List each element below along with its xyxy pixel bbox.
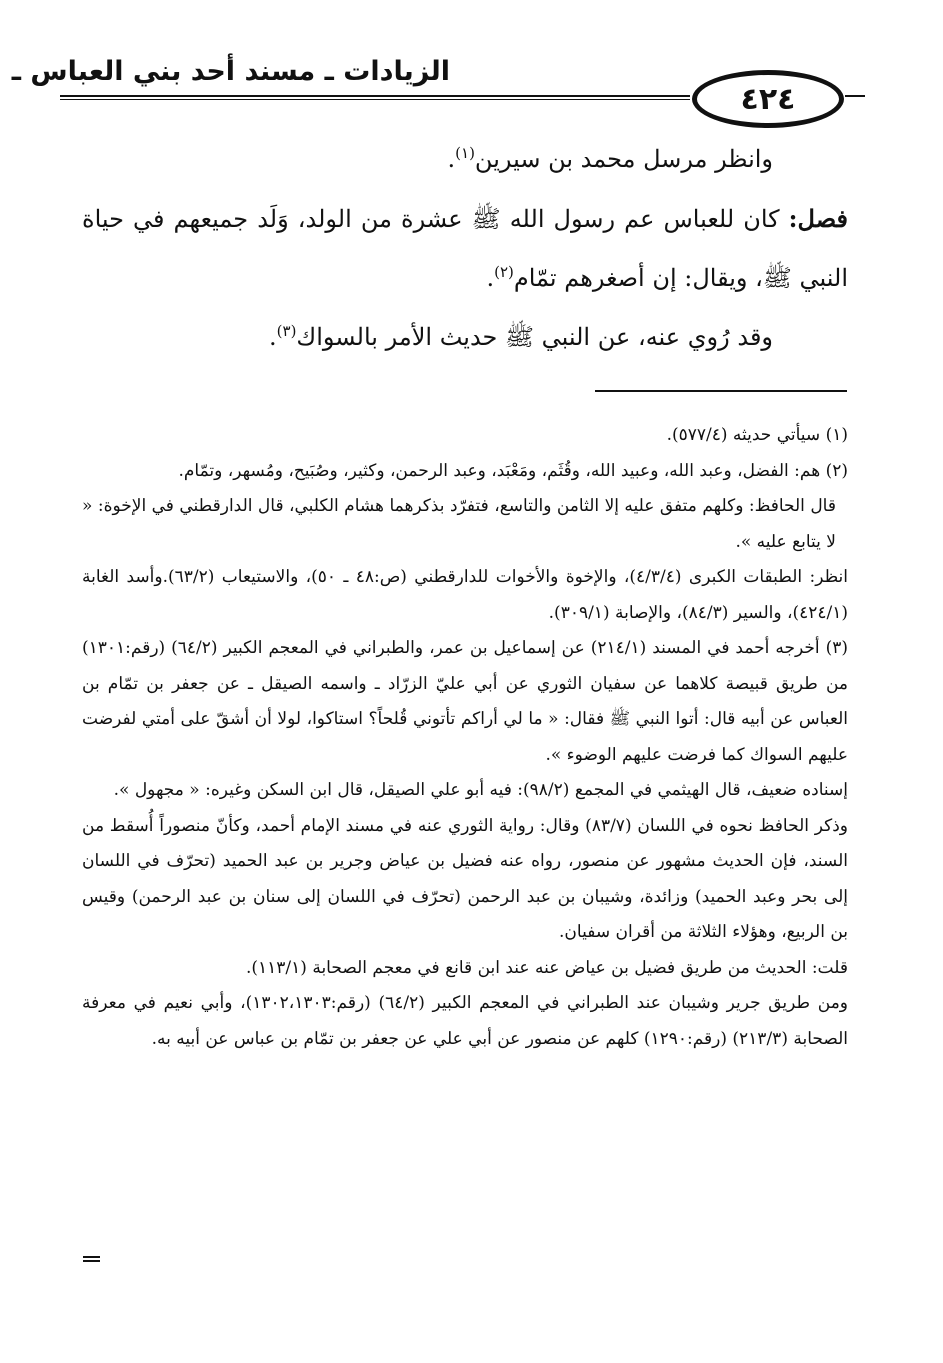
footnotes [82, 418, 848, 1057]
footnote-divider [595, 390, 847, 392]
paragraph-2 [82, 189, 848, 308]
footnote-ref-3[interactable]: (٣) [276, 322, 297, 340]
paragraph-3-end: . [269, 323, 277, 351]
footnote-1: (١) سيأتي حديثه (٥٧٧/٤). [666, 425, 848, 445]
paragraph-1-text: وانظر مرسل محمد بن سيرين [474, 145, 773, 173]
paragraph-2-end: . [486, 264, 495, 292]
footnote-ref-2[interactable]: (٢) [494, 263, 514, 281]
footnote-3-routes: ومن طريق جرير وشيبان عند الطبراني في المعجم الكبير (٦٤/٢) (رقم:١٣٠٢،١٣٠٣)، وأبي نعيم في معرفة الصحابة (٢١٣/٣) (رقم:١٢٩٠) كلهم عن منصور عن أبي علي عن جعفر بن تمّام بن عباس عن أبيه به. [82, 993, 849, 1049]
main-text [82, 130, 848, 367]
page-number-badge [692, 70, 844, 128]
paragraph-1 [82, 130, 848, 189]
footnote-3-grading: إسناده ضعيف، قال الهيثمي في المجمع (٩٨/٢): فيه أبو علي الصيقل، قال ابن السكن وغيره: « مجهول ». [113, 780, 848, 800]
paragraph-3-text: وقد رُوي عنه، عن النبي ﷺ حديث الأمر بالسواك [296, 323, 773, 351]
footnote-2: (٢) هم: الفضل، وعبد الله، وعبيد الله، وقُثَم، ومَعْبَد، وعبد الرحمن، وكثير، وصُبَيح، ومُسهر، وتمّام. [178, 460, 848, 481]
footnote-2-sources: انظر: الطبقات الكبرى (٤/٣/٤)، والإخوة والأخوات للدارقطني (ص:٤٨ ـ ٥٠)، والاستيعاب (٦٣/٢).وأسد الغابة (٤٢٤/١)، والسير (٨٤/٣)، والإصابة (٣٠٩/١). [82, 567, 849, 623]
header-rule [60, 95, 690, 100]
footnote-ref-1[interactable]: (١) [455, 144, 475, 162]
footnote-3-comment: قلت: الحديث من طريق فضيل بن عياض عنه عند ابن قانع في معجم الصحابة (١١٣/١). [245, 957, 848, 978]
paragraph-1-end: . [447, 145, 456, 173]
footnote-2-note: قال الحافظ: وكلهم متفق عليه إلا الثامن والتاسع، فتفرّد بذكرهما هشام الكلبي، قال الدارقطني في الإخوة: « لا يتابع عليه ». [82, 496, 836, 552]
running-title: الزيادات ـ مسند أحد بني العباس ـ [11, 56, 450, 87]
paragraph-3 [82, 308, 848, 367]
footnote-3-lisan: وذكر الحافظ نحوه في اللسان (٨٣/٧) وقال: رواية الثوري عنه في مسند الإمام أحمد، وكأنّ منصوراً أُسقط من السند، فإن الحديث مشهور عن منصور، رواه عنه فضيل بن عياض وجرير بن عبد الحميد (تحرّف في اللسان إلى بحر وعبد الحميد) وزائدة، وشيبان بن عبد الرحمن (تحرّف في اللسان إلى سنان بن عبد الرحمن) وقيس بن الربيع، وهؤلاء الثلاثة من أقران سفيان. [82, 815, 848, 942]
section-label: فصل: [788, 204, 848, 233]
footnote-3: (٣) أخرجه أحمد في المسند (٢١٤/١) عن إسماعيل بن عمر، والطبراني في المعجم الكبير (٦٤/٢) (رقم:١٣٠١) من طريق قبيصة كلاهما عن سفيان الثوري عن أبي عليّ الزرّاد ـ واسمه الصيقل ـ عن جعفر بن تمّام بن العباس عن أبيه قال: أتوا النبي ﷺ فقال: « ما لي أراكم تأتوني قُلحاً؟ استاكوا، لولا أن أشقّ على أمتي لفرضت عليهم السواك كما فرضت عليهم الوضوء ». [82, 638, 849, 765]
header-rule-end [845, 95, 865, 97]
page-header [11, 52, 860, 117]
page-number: ٤٢٤ [740, 81, 796, 117]
footer-mark [83, 1256, 100, 1262]
paragraph-2-text: كان للعباس عم رسول الله ﷺ عشرة من الولد، وَلَد جميعهم في حياة النبي ﷺ، ويقال: إن أصغرهم تمّام [82, 205, 848, 292]
